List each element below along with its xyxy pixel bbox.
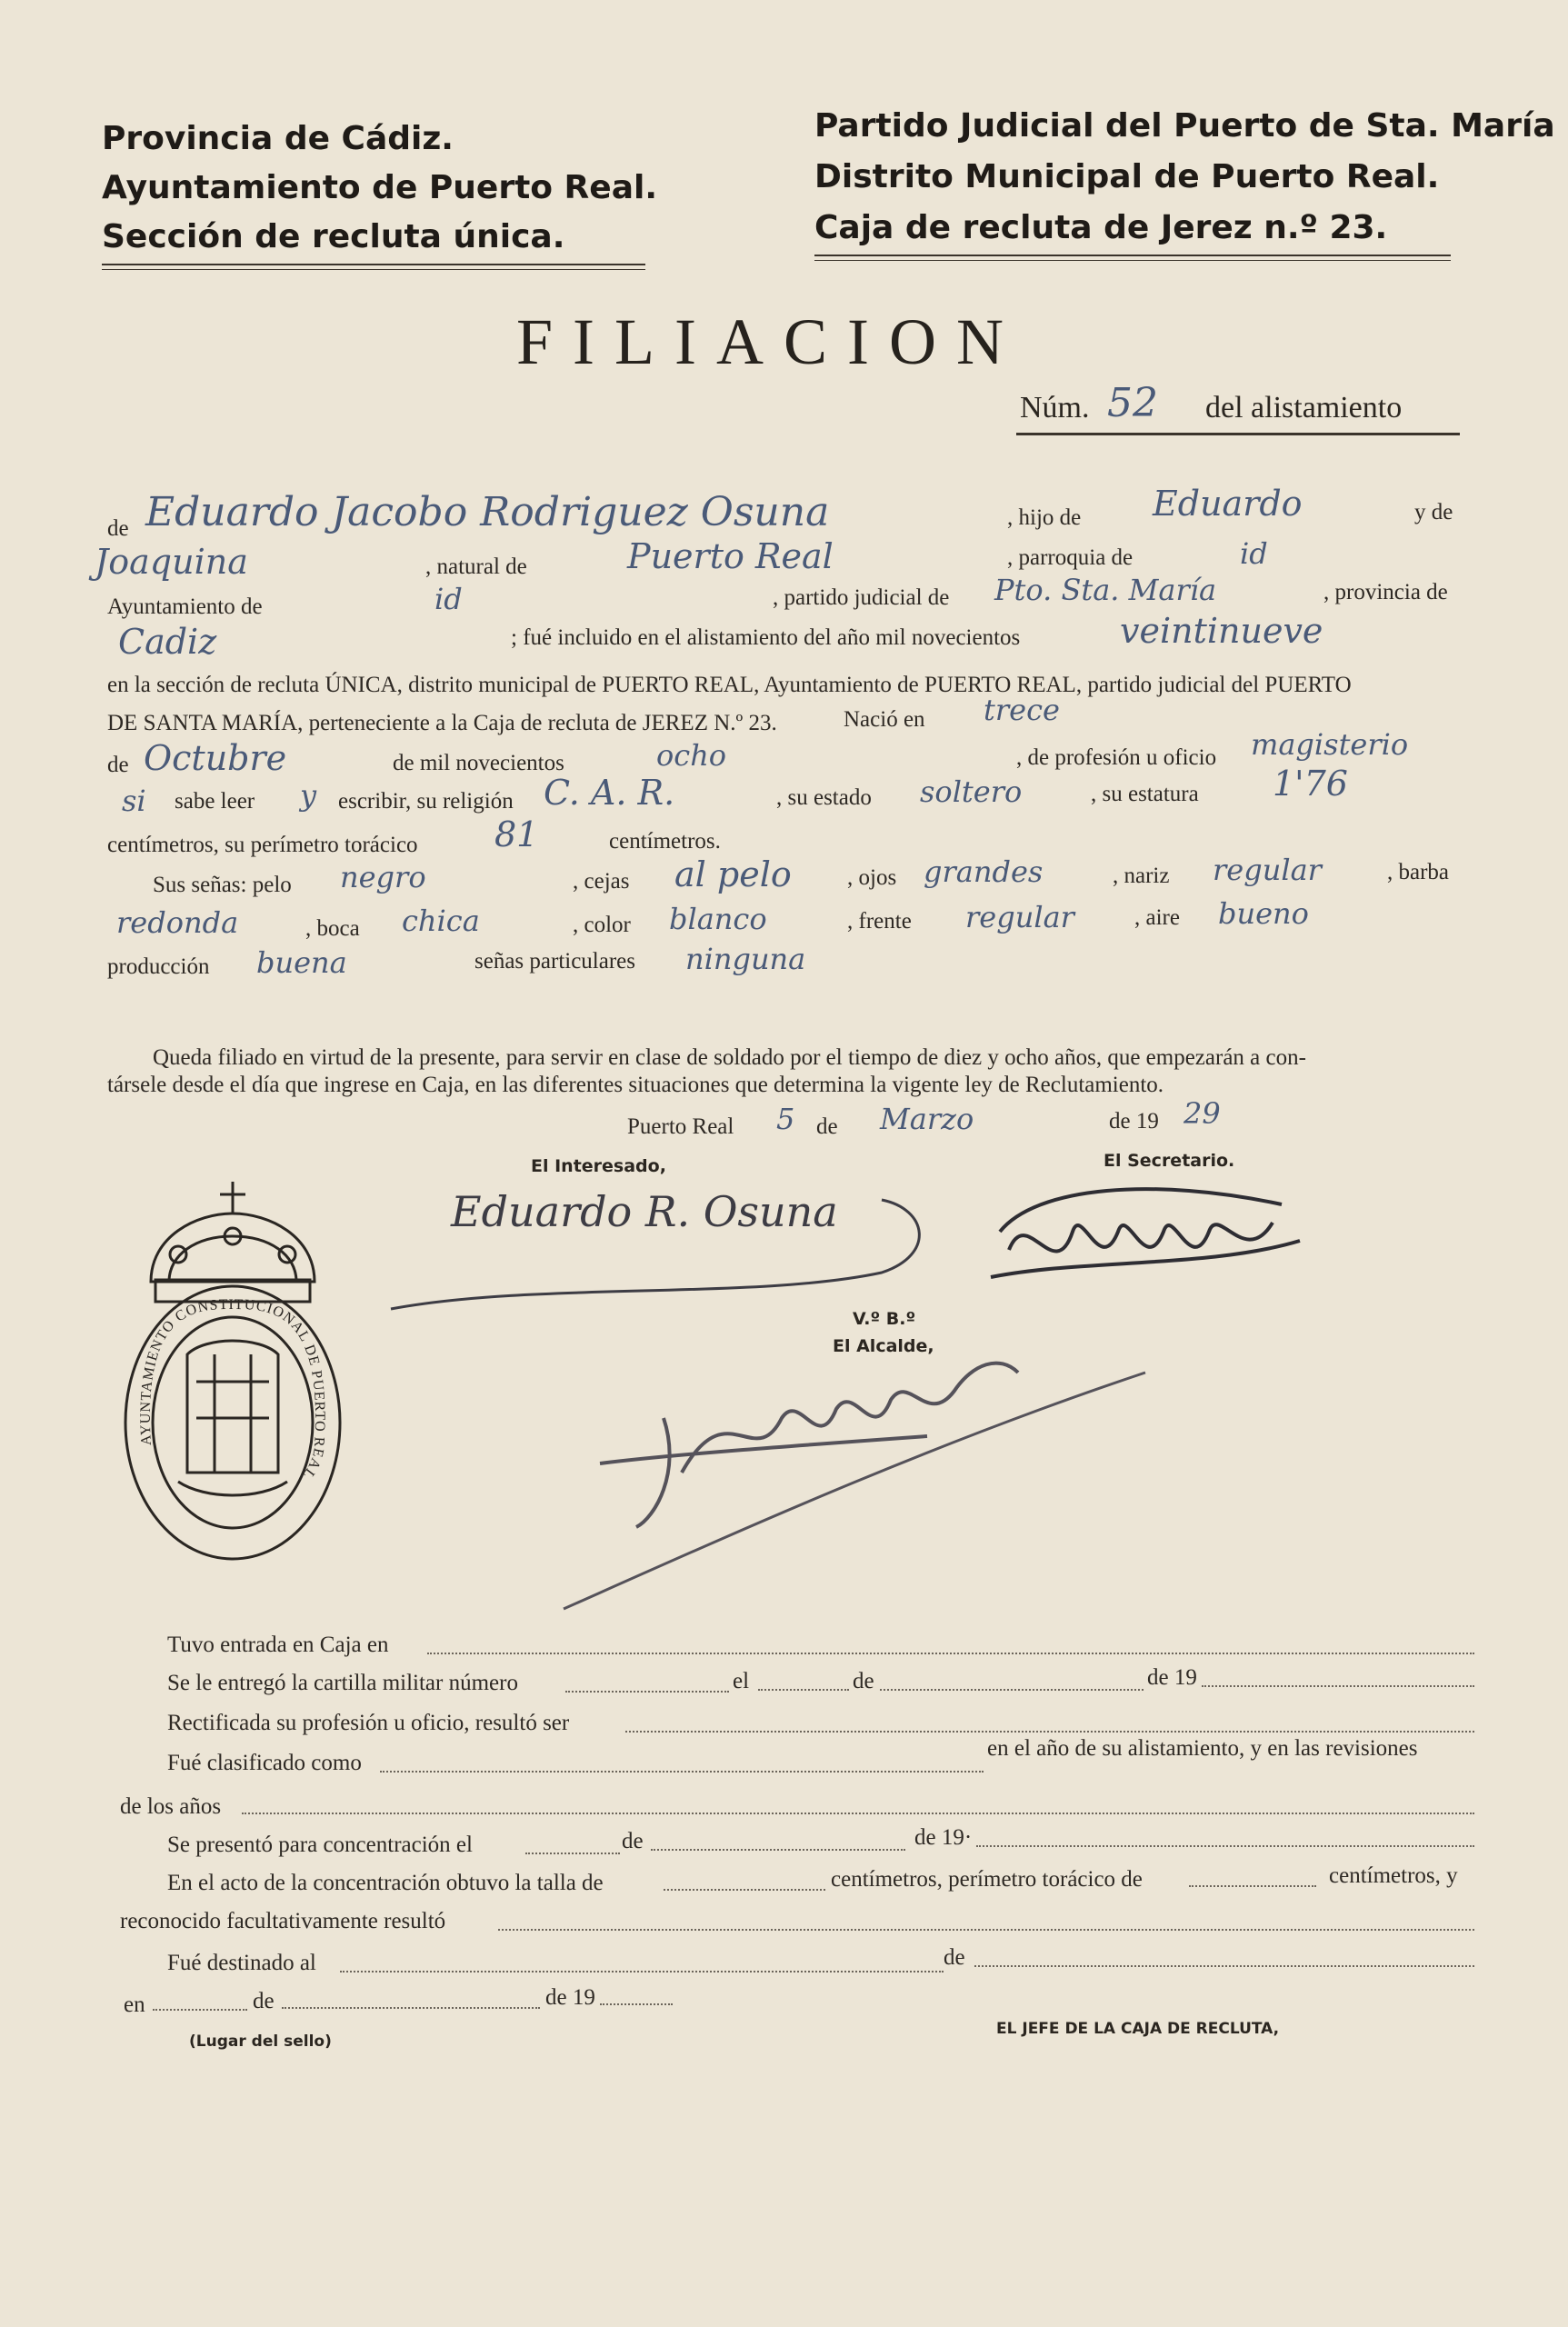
text-santa-maria: DE SANTA MARÍA, perteneciente a la Caja de recluta de JEREZ N.º 23. <box>107 711 777 735</box>
label-y-de: y de <box>1414 500 1453 524</box>
label-nacio-en: Nació en <box>844 707 925 732</box>
label-lugar-sello: (Lugar del sello) <box>189 2032 332 2051</box>
label-su-estatura: , su estatura <box>1091 782 1199 806</box>
field-height: 1'76 <box>1273 764 1348 804</box>
field-name: Eduardo Jacobo Rodriguez Osuna <box>145 489 830 535</box>
blank-destinado <box>340 1971 944 1972</box>
date-month: Marzo <box>880 1102 974 1136</box>
field-enlistment-year: veintinueve <box>1120 611 1323 651</box>
blank-year-en <box>600 2003 673 2005</box>
header-caja: Caja de recluta de Jerez n.º 23. <box>814 209 1388 246</box>
label-reconocido: reconocido facultativamente resultó <box>120 1909 446 1933</box>
label-incluido: ; fué incluido en el alistamiento del año mil novecientos <box>511 625 1021 650</box>
blank-en <box>153 2009 247 2011</box>
label-perimetro: centímetros, su perímetro torácico <box>107 833 418 857</box>
header-left-rule <box>102 264 645 270</box>
label-barba: , barba <box>1387 860 1450 884</box>
label-perimetro-concentracion: centímetros, perímetro torácico de <box>831 1867 1143 1892</box>
field-beard: redonda <box>116 905 239 940</box>
field-birth-day: trece <box>984 693 1060 727</box>
blank-de-los-anos <box>242 1813 1474 1814</box>
label-sabe-leer: sabe leer <box>175 789 255 814</box>
field-eyebrows: al pelo <box>674 854 792 894</box>
blank-de-concentracion <box>651 1849 905 1851</box>
blank-concentracion <box>525 1853 620 1854</box>
label-aire: , aire <box>1134 905 1180 930</box>
label-boca: , boca <box>305 916 360 941</box>
blank-el <box>758 1689 849 1691</box>
blank-de-cartilla <box>880 1689 1144 1691</box>
field-judicial-district: Pto. Sta. María <box>994 573 1217 607</box>
blank-talla <box>664 1889 825 1891</box>
field-particular-marks: ninguna <box>685 942 806 976</box>
header-distrito: Distrito Municipal de Puerto Real. <box>814 158 1440 195</box>
label-provincia-de: , provincia de <box>1323 580 1448 604</box>
label-el: el <box>733 1669 750 1693</box>
date-place: Puerto Real <box>627 1114 734 1139</box>
header-right-rule <box>814 255 1451 261</box>
field-writes-mark: y <box>300 778 317 813</box>
clause-line-1: Queda filiado en virtud de la presente, para servir en clase de soldado por el tiempo de diez y ocho años, que empezarán a con- <box>153 1045 1306 1070</box>
field-province: Cadiz <box>118 622 217 662</box>
field-profession: magisterio <box>1251 727 1409 762</box>
num-suffix: del alistamiento <box>1205 391 1403 424</box>
label-cejas: , cejas <box>573 869 630 894</box>
field-complexion: blanco <box>669 902 767 936</box>
date-de-19: de 19 <box>1109 1109 1159 1134</box>
field-parish: id <box>1240 536 1268 571</box>
label-de-en: de <box>253 1989 275 2013</box>
label-acto: En el acto de la concentración obtuvo la talla de <box>167 1871 604 1895</box>
field-birthplace: Puerto Real <box>627 536 834 576</box>
label-destinado: Fué destinado al <box>167 1951 316 1975</box>
field-chest: 81 <box>494 814 539 854</box>
date-day: 5 <box>776 1102 795 1136</box>
label-de-los-anos: de los años <box>120 1794 222 1819</box>
seal-ayuntamiento <box>115 1173 351 1563</box>
field-eyes: grandes <box>924 854 1044 889</box>
header-partido: Partido Judicial del Puerto de Sta. María <box>814 107 1555 145</box>
blank-year-concentracion <box>976 1845 1474 1847</box>
header-seccion: Sección de recluta única. <box>102 218 565 255</box>
label-mil-novecientos: de mil novecientos <box>393 751 564 775</box>
blank-reconocido <box>498 1929 1474 1931</box>
signature-flourish <box>373 1173 936 1327</box>
signature-secretario <box>973 1168 1318 1304</box>
field-religion: C. A. R. <box>544 773 675 813</box>
label-de19-concentracion: de 19· <box>914 1825 973 1850</box>
blank-de-destinado <box>974 1965 1474 1967</box>
num-label: Núm. <box>1020 391 1090 424</box>
label-tuvo-entrada: Tuvo entrada en Caja en <box>167 1633 389 1657</box>
page-title: FILIACION <box>516 305 1024 378</box>
label-en-el-ano: en el año de su alistamiento, y en las revisiones <box>987 1736 1418 1761</box>
text-seccion: en la sección de recluta ÚNICA, distrito municipal de PUERTO REAL, Ayuntamiento de PUERTO REAL, partido judicial del PUERTO <box>107 673 1352 697</box>
field-civil-status: soltero <box>920 774 1023 809</box>
label-concentracion: Se presentó para concentración el <box>167 1833 473 1857</box>
date-de: de <box>816 1114 838 1139</box>
label-de-month: de <box>107 753 129 777</box>
label-jefe-caja: EL JEFE DE LA CAJA DE RECLUTA, <box>996 2020 1280 2038</box>
label-clasificado: Fué clasificado como <box>167 1751 362 1775</box>
field-father: Eduardo <box>1153 484 1303 524</box>
blank-cartilla <box>565 1691 729 1693</box>
blank-perimetro <box>1189 1885 1316 1887</box>
label-nariz: , nariz <box>1113 864 1170 888</box>
field-air: bueno <box>1218 896 1309 931</box>
svg-text:AYUNTAMIENTO CONSTITUCIONAL DE <box>138 1297 327 1483</box>
label-cartilla: Se le entregó la cartilla militar número <box>167 1671 518 1695</box>
blank-year-cartilla <box>1202 1685 1474 1687</box>
date-year: 29 <box>1183 1096 1221 1131</box>
label-alcalde: El Alcalde, <box>833 1336 934 1356</box>
label-interesado: El Interesado, <box>531 1156 666 1176</box>
header-province: Provincia de Cádiz. <box>102 120 454 157</box>
signature-interesado: Eduardo R. Osuna <box>451 1187 838 1236</box>
field-mother: Joaquina <box>95 542 248 582</box>
label-ayuntamiento-de: Ayuntamiento de <box>107 594 263 619</box>
label-secretario: El Secretario. <box>1104 1151 1235 1171</box>
label-parroquia-de: , parroquia de <box>1007 545 1134 570</box>
field-reads-mark: si <box>122 784 146 818</box>
label-centimetros-y: centímetros, y <box>1329 1863 1458 1888</box>
label-de-destinado: de <box>944 1945 965 1970</box>
label-rectificada: Rectificada su profesión u oficio, resultó ser <box>167 1711 570 1735</box>
label-natural-de: , natural de <box>425 554 527 579</box>
blank-clasificado <box>380 1771 984 1773</box>
field-municipality: id <box>434 582 463 616</box>
field-nose: regular <box>1213 853 1322 887</box>
blank-de-en <box>282 2007 540 2009</box>
label-ojos: , ojos <box>847 865 897 890</box>
label-centimetros: centímetros. <box>609 829 721 854</box>
label-frente: , frente <box>847 909 912 934</box>
label-partido-judicial-de: , partido judicial de <box>773 585 950 610</box>
field-hair: negro <box>340 860 426 894</box>
label-escribir-religion: escribir, su religión <box>338 789 514 814</box>
num-value: 52 <box>1107 380 1158 426</box>
clause-line-2: társele desde el día que ingrese en Caja, en las diferentes situaciones que determina la vigente ley de Reclutamiento. <box>107 1073 1164 1097</box>
label-de-cartilla: de <box>853 1669 874 1693</box>
label-vb: V.º B.º <box>853 1309 916 1329</box>
blank-rectificada <box>625 1731 1474 1733</box>
field-mouth: chica <box>402 904 480 938</box>
label-produccion: producción <box>107 954 210 979</box>
label-de-concentracion: de <box>622 1829 644 1853</box>
blank-tuvo-entrada <box>427 1653 1474 1654</box>
label-color: , color <box>573 913 631 937</box>
label-en: en <box>124 1992 145 2017</box>
field-forehead: regular <box>965 900 1074 934</box>
header-ayuntamiento: Ayuntamiento de Puerto Real. <box>102 169 657 206</box>
field-birth-month: Octubre <box>144 738 287 778</box>
label-su-estado: , su estado <box>776 785 872 810</box>
label-de: de <box>107 516 129 541</box>
signature-alcalde <box>545 1336 1164 1636</box>
field-birth-year: ocho <box>656 738 727 773</box>
label-profesion: , de profesión u oficio <box>1016 745 1217 770</box>
seal-text: AYUNTAMIENTO CONSTITUCIONAL DE PUERTO REAL <box>137 1296 328 1483</box>
label-de19-cartilla: de 19 <box>1147 1665 1197 1690</box>
label-pelo: Sus señas: pelo <box>153 873 292 897</box>
num-rule <box>1016 433 1460 435</box>
label-senas-particulares: señas particulares <box>474 949 636 974</box>
label-hijo-de: , hijo de <box>1007 505 1082 530</box>
field-production: buena <box>256 945 347 980</box>
label-de19-en: de 19 <box>545 1985 595 2010</box>
